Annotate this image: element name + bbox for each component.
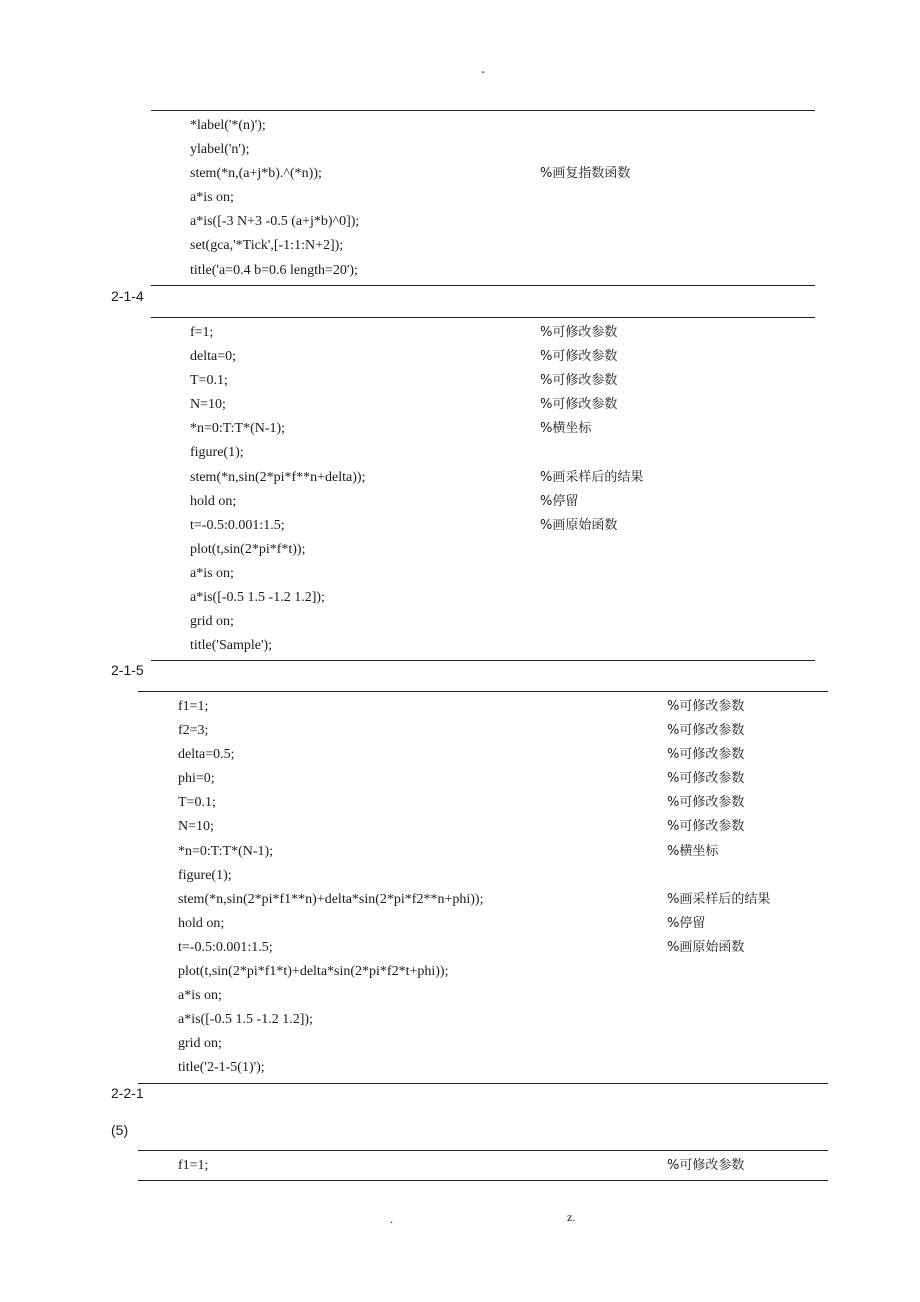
code-text: f2=3; — [178, 723, 209, 739]
code-line — [151, 562, 815, 586]
code-text: figure(1); — [178, 867, 232, 883]
code-line — [138, 815, 828, 839]
code-line — [138, 1154, 828, 1178]
bottom-rule — [138, 1083, 828, 1084]
code-comment: %画复指数函数 — [540, 166, 631, 182]
code-line — [151, 345, 815, 369]
code-line — [138, 864, 828, 888]
code-comment: %可修改参数 — [667, 747, 745, 763]
code-rows — [138, 1151, 828, 1180]
code-line — [151, 514, 815, 538]
code-text: f=1; — [190, 325, 214, 340]
section-heading-2-2-1: 2-2-1 — [111, 1085, 144, 1101]
code-line — [138, 984, 828, 1008]
code-comment: %可修改参数 — [667, 1158, 745, 1173]
code-line — [138, 1008, 828, 1032]
bottom-rule — [138, 1180, 828, 1181]
code-line — [151, 234, 815, 258]
code-line — [151, 466, 815, 490]
code-rows — [151, 318, 815, 660]
code-text: a*is on; — [190, 565, 234, 581]
code-line — [138, 888, 828, 912]
code-line — [138, 840, 828, 864]
code-text: N=10; — [178, 819, 214, 835]
code-block-continuation — [151, 110, 815, 286]
code-text: a*is on; — [190, 190, 234, 206]
code-text: T=0.1; — [178, 795, 216, 811]
code-line — [138, 960, 828, 984]
code-line — [151, 634, 815, 658]
code-comment: %可修改参数 — [667, 699, 745, 714]
code-line — [151, 369, 815, 393]
code-line — [151, 321, 815, 345]
code-text: stem(*n,sin(2*pi*f1**n)+delta*sin(2*pi*f2**n+phi)); — [178, 891, 484, 907]
code-line — [138, 1056, 828, 1080]
code-text: T=0.1; — [190, 373, 228, 389]
code-line — [138, 719, 828, 743]
code-line — [138, 791, 828, 815]
code-comment: %横坐标 — [540, 421, 592, 437]
code-line — [151, 610, 815, 634]
page-footer-dot: . — [390, 1212, 393, 1226]
code-text: phi=0; — [178, 771, 215, 787]
code-line — [151, 417, 815, 441]
code-text: title('a=0.4 b=0.6 length=20'); — [190, 262, 358, 278]
code-comment: %可修改参数 — [540, 349, 618, 365]
code-comment: %可修改参数 — [540, 397, 618, 413]
code-comment: %可修改参数 — [540, 373, 618, 389]
code-rows — [138, 692, 828, 1083]
code-block-2-1-5 — [138, 691, 828, 1084]
code-text: set(gca,'*Tick',[-1:1:N+2]); — [190, 238, 344, 254]
code-text: grid on; — [190, 614, 234, 630]
code-line — [151, 393, 815, 417]
page-footer-letter: z. — [567, 1210, 576, 1224]
section-subheading-5: (5) — [111, 1122, 129, 1138]
code-text: stem(*n,(a+j*b).^(*n)); — [190, 166, 322, 182]
code-line — [138, 767, 828, 791]
code-line — [151, 259, 815, 283]
code-comment: %画采样后的结果 — [667, 891, 771, 907]
code-comment: %画原始函数 — [667, 939, 745, 955]
code-text: ylabel('n'); — [190, 142, 250, 158]
code-text: delta=0; — [190, 349, 236, 365]
code-text: plot(t,sin(2*pi*f*t)); — [190, 541, 306, 557]
code-line — [151, 186, 815, 210]
code-line — [151, 586, 815, 610]
code-text: title('Sample'); — [190, 638, 273, 654]
code-comment: %可修改参数 — [667, 819, 745, 835]
code-comment: %画原始函数 — [540, 517, 618, 533]
code-comment: %可修改参数 — [667, 795, 745, 811]
code-rows — [151, 111, 815, 285]
code-text: *n=0:T:T*(N-1); — [178, 843, 274, 859]
code-line — [138, 1032, 828, 1056]
code-text: a*is([-0.5 1.5 -1.2 1.2]); — [178, 1012, 313, 1028]
code-line — [151, 210, 815, 234]
code-text: figure(1); — [190, 445, 244, 461]
code-line — [151, 162, 815, 186]
code-text: *label('*(n)'); — [190, 118, 266, 133]
code-line — [151, 138, 815, 162]
code-text: a*is on; — [178, 988, 222, 1004]
code-line — [138, 936, 828, 960]
code-block-2-2-1 — [138, 1150, 828, 1181]
code-text: stem(*n,sin(2*pi*f**n+delta)); — [190, 469, 366, 485]
code-comment: %可修改参数 — [667, 771, 745, 787]
code-line — [138, 912, 828, 936]
code-comment: %横坐标 — [667, 843, 719, 859]
code-text: *n=0:T:T*(N-1); — [190, 421, 286, 437]
code-comment: %停留 — [667, 915, 706, 931]
code-line — [151, 538, 815, 562]
code-line — [138, 695, 828, 719]
code-comment: %画采样后的结果 — [540, 469, 644, 485]
code-text: a*is([-3 N+3 -0.5 (a+j*b)^0]); — [190, 214, 360, 230]
code-line — [138, 743, 828, 767]
bottom-rule — [151, 285, 815, 286]
code-text: f1=1; — [178, 1158, 209, 1173]
code-text: f1=1; — [178, 699, 209, 714]
code-text: grid on; — [178, 1036, 222, 1052]
code-text: hold on; — [190, 493, 237, 509]
code-text: t=-0.5:0.001:1.5; — [190, 517, 285, 533]
code-text: delta=0.5; — [178, 747, 235, 763]
code-line — [151, 114, 815, 138]
code-line — [151, 490, 815, 514]
code-text: t=-0.5:0.001:1.5; — [178, 939, 273, 955]
code-text: title('2-1-5(1)'); — [178, 1060, 265, 1076]
code-comment: %可修改参数 — [667, 723, 745, 739]
code-text: hold on; — [178, 915, 225, 931]
code-comment: %停留 — [540, 493, 579, 509]
code-block-2-1-4 — [151, 317, 815, 661]
code-line — [151, 441, 815, 465]
bottom-rule — [151, 660, 815, 661]
section-heading-2-1-4: 2-1-4 — [111, 288, 144, 304]
code-comment: %可修改参数 — [540, 325, 618, 340]
code-text: N=10; — [190, 397, 226, 413]
code-text: a*is([-0.5 1.5 -1.2 1.2]); — [190, 590, 325, 606]
code-text: plot(t,sin(2*pi*f1*t)+delta*sin(2*pi*f2*t+phi)); — [178, 964, 449, 980]
page-header-mark: - — [481, 64, 485, 78]
section-heading-2-1-5: 2-1-5 — [111, 662, 144, 678]
